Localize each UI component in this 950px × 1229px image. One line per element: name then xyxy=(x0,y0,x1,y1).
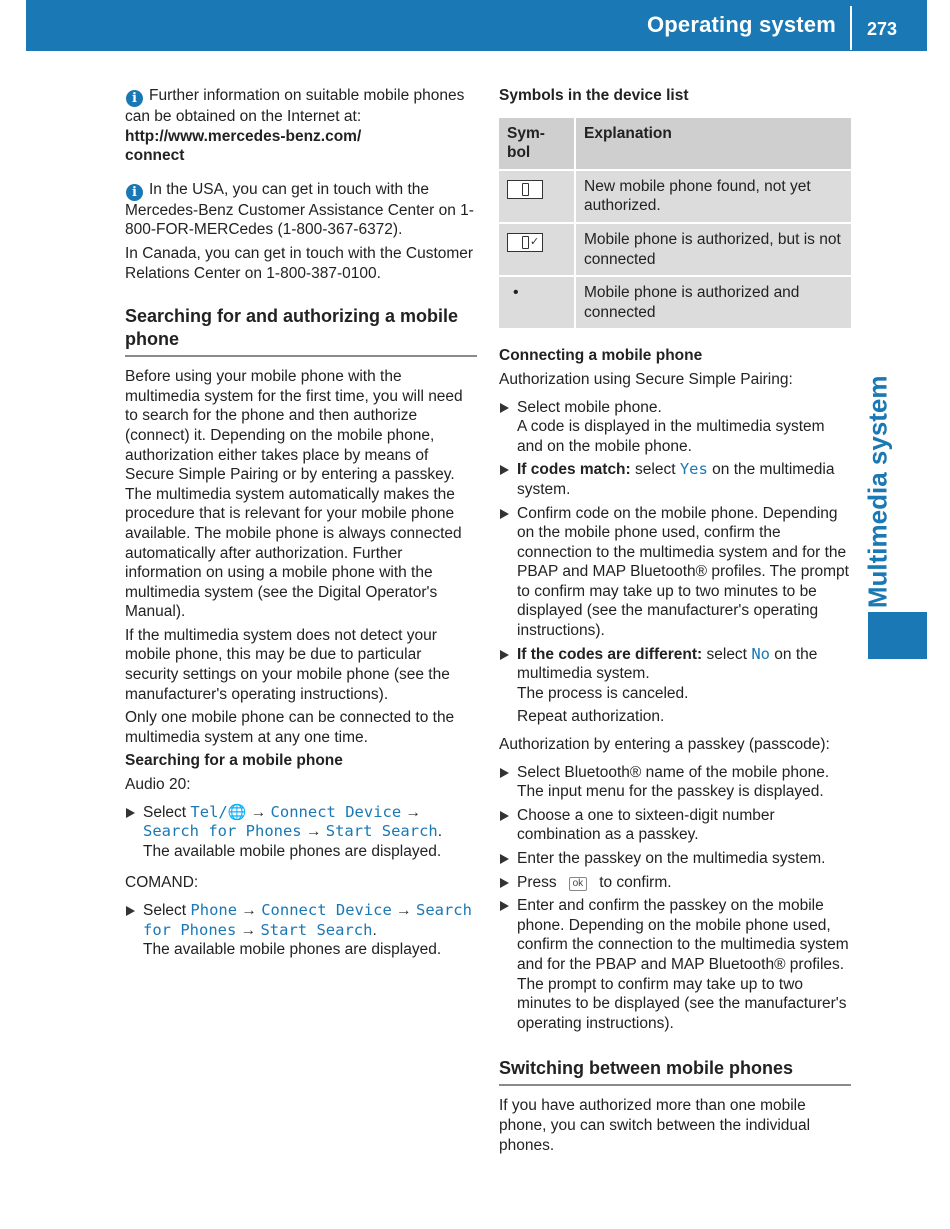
note-text: Further information on suitable mobile phones can be obtained on the Internet at: xyxy=(125,87,465,125)
list-item: Select Phone → Connect Device → Search for Phones → Start Search. The available mobile phones are displayed. xyxy=(125,901,477,960)
connect-heading: Connecting a mobile phone xyxy=(499,347,703,365)
menu-start-search: Start Search xyxy=(260,920,373,939)
list-item: Select Bluetooth® name of the mobile phone. The input menu for the passkey is displayed. xyxy=(499,763,851,802)
comand-steps xyxy=(125,901,477,960)
website-link[interactable]: http://www.mercedes-benz.com/ xyxy=(125,127,362,145)
note-canada-text: In Canada, you can get in touch with the Customer Relations Center on 1-800-387-0100. xyxy=(125,244,474,282)
menu-phone: Phone xyxy=(190,901,238,919)
info-icon: i xyxy=(126,90,143,107)
website-link-cont[interactable]: connect xyxy=(125,147,185,165)
table-header-row xyxy=(499,118,851,170)
arrow-icon: → xyxy=(250,803,267,821)
passkey-intro: Authorization by entering a passkey (passcode): xyxy=(499,736,830,754)
arrow-icon: → xyxy=(240,921,257,939)
phone-found-icon xyxy=(507,180,543,199)
comand-label: COMAND: xyxy=(125,874,199,892)
ssp-intro: Authorization using Secure Simple Pairing: xyxy=(499,370,793,388)
switch-paragraph: If you have authorized more than one mobile phone, you can switch between the individual phones. xyxy=(499,1097,811,1154)
table-row: • Mobile phone is authorized and connected xyxy=(499,276,851,329)
step-result: The available mobile phones are displayed. xyxy=(143,941,442,959)
menu-connect-device: Connect Device xyxy=(261,901,392,919)
phone-authorized-icon: ✓ xyxy=(507,233,543,252)
list-item: Choose a one to sixteen-digit number combination as a passkey. xyxy=(499,806,851,845)
arrow-icon: → xyxy=(305,823,322,841)
passkey-steps xyxy=(499,763,851,1034)
arrow-icon: → xyxy=(241,902,257,919)
menu-yes: Yes xyxy=(679,460,708,479)
switch-heading: Switching between mobile phones xyxy=(499,1057,851,1086)
single-phone-paragraph: Only one mobile phone can be connected to the multimedia system at any one time. xyxy=(125,709,455,746)
column-header-explanation: Explanation xyxy=(575,118,851,170)
connected-dot-icon: • xyxy=(513,284,519,302)
side-tab-label: Multimedia system xyxy=(862,375,893,609)
header-divider xyxy=(850,6,852,50)
list-item: Confirm code on the mobile phone. Depending on the mobile phone used, confirm the connection to the multimedia system and for the PBAP and MAP Bluetooth® profiles. The prompt to confirm may take up to two minutes to be displayed (see the manufacturer's operating instructions). xyxy=(499,504,851,641)
ok-key-icon: ok xyxy=(569,877,588,891)
audio-steps xyxy=(125,803,477,862)
symbol-table xyxy=(499,118,851,331)
table-heading: Symbols in the device list xyxy=(499,87,689,104)
section-heading: Searching for and authorizing a mobile phone xyxy=(125,305,477,357)
list-item: Enter and confirm the passkey on the mobile phone. Depending on the mobile phone used, confirm the connection to the multimedia system and for the PBAP and MAP Bluetooth® profiles. The prompt to confirm may take up to two minutes to be displayed (see the manufacturer's operating instructions). xyxy=(499,896,851,1033)
side-tab xyxy=(860,377,896,607)
arrow-icon: → xyxy=(405,803,422,821)
list-item: Select mobile phone. A code is displayed in the multimedia system and on the mobile phone. xyxy=(499,398,851,457)
menu-start-search: Start Search xyxy=(325,822,438,841)
info-note xyxy=(125,86,477,166)
ssp-steps xyxy=(499,398,851,728)
intro-paragraph: Before using your mobile phone with the multimedia system for the first time, you will need to search for the phone and then authorize (connect) it. Depending on the mobile phone, authorization either takes place by means of Secure Simple Pairing or by entering a passkey. The multimedia system automatically makes the procedure that is relevant for your mobile phone available. The mobile phone is always connected automatically after authorization. Further information on using a mobile phone with the multimedia system (see the Digital Operator's Manual). xyxy=(125,368,463,621)
left-column xyxy=(125,86,477,968)
right-column xyxy=(499,86,851,1159)
menu-search-phones: Search for Phones xyxy=(143,822,302,841)
list-item: Press ok to confirm. xyxy=(499,873,851,893)
side-tab-marker xyxy=(868,612,927,659)
header-title: Operating system xyxy=(646,12,836,37)
page-header xyxy=(26,0,927,51)
list-item: Select Tel/🌐 → Connect Device → Search for Phones → Start Search. The available mobile phones are displayed. xyxy=(125,803,477,862)
subheading-search: Searching for a mobile phone xyxy=(125,752,343,770)
list-item: If codes match: select Yes on the multimedia system. xyxy=(499,460,851,499)
detection-paragraph: If the multimedia system does not detect your mobile phone, this may be due to particular security settings on your mobile phone (see the manufacturer's operating instructions). xyxy=(125,626,450,703)
menu-tel: Tel/ xyxy=(190,802,228,821)
list-item: Enter the passkey on the multimedia system. xyxy=(499,849,851,869)
menu-connect-device: Connect Device xyxy=(270,802,402,821)
note-usa-text: In the USA, you can get in touch with the Mercedes-Benz Customer Assistance Center on 1-800-FOR-MERCedes (1-800-367-6372). xyxy=(125,180,474,239)
table-row: New mobile phone found, not yet authorized. xyxy=(499,170,851,223)
arrow-icon: → xyxy=(396,902,412,919)
table-row: ✓ Mobile phone is authorized, but is not connected xyxy=(499,223,851,276)
menu-search-phones: Search for Phones xyxy=(143,901,472,939)
audio-label: Audio 20: xyxy=(125,776,191,794)
info-note-contact xyxy=(125,180,477,283)
menu-no: No xyxy=(751,644,770,663)
column-header-symbol: Sym-bol xyxy=(499,118,575,170)
page-number: 273 xyxy=(866,19,897,39)
globe-icon: 🌐 xyxy=(227,803,247,821)
list-item: If the codes are different: select No on the multimedia system. The process is canceled. Repeat authorization. xyxy=(499,645,851,727)
step-result: The available mobile phones are displayed. xyxy=(143,842,442,860)
info-icon: i xyxy=(126,184,143,201)
